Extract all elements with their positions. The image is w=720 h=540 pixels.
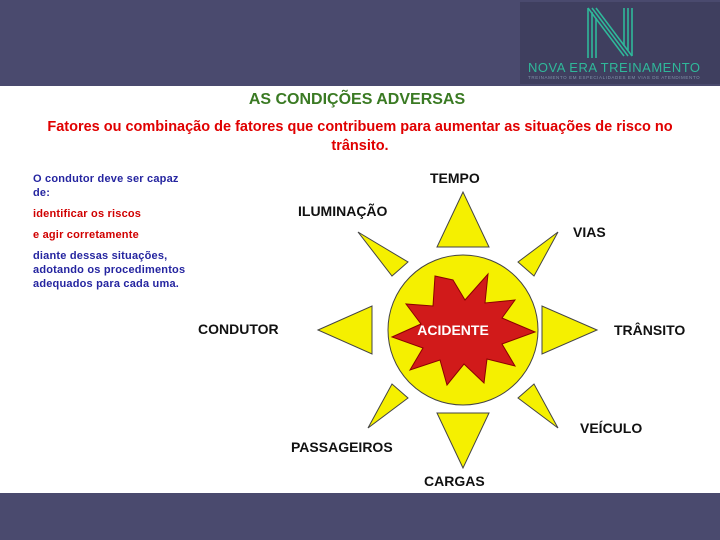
brand-tagline: TREINAMENTO EM ESPECIALIDADES EM VIAS DE ATENDIMENTO [528,75,701,80]
factor-label-vias: VIAS [573,224,606,240]
center-label-accident: ACIDENTE [417,322,489,338]
factor-label-tempo: TEMPO [430,170,480,186]
ray-passageiros [368,384,408,428]
ray-vias [518,232,558,276]
ray-veiculo [518,384,558,428]
brand-name: NOVA ERA TREINAMENTO [528,60,701,75]
ray-iluminacao [358,232,408,276]
sidebar-line-4: diante dessas situações, adotando os procedimentos adequados para cada uma. [33,250,186,290]
slide-subtitle: Fatores ou combinação de fatores que contribuem para aumentar as situações de risco no trânsito. [47,119,673,154]
ray-condutor [318,306,372,354]
sidebar-line-3: e agir corretamente [33,229,139,241]
ray-tempo [437,192,489,247]
factor-label-condutor: CONDUTOR [198,321,279,337]
factor-label-iluminacao: ILUMINAÇÃO [298,203,388,219]
slide-title: AS CONDIÇÕES ADVERSAS [248,91,466,108]
ray-transito [542,306,597,354]
factor-label-veiculo: VEÍCULO [580,420,643,436]
sidebar-line-1: O condutor deve ser capaz de: [33,173,179,199]
factor-label-passageiros: PASSAGEIROS [291,439,393,455]
sidebar-line-2: identificar os riscos [33,208,142,220]
ray-cargas [437,413,489,468]
factor-label-cargas: CARGAS [424,473,485,489]
factor-label-transito: TRÂNSITO [614,322,686,338]
